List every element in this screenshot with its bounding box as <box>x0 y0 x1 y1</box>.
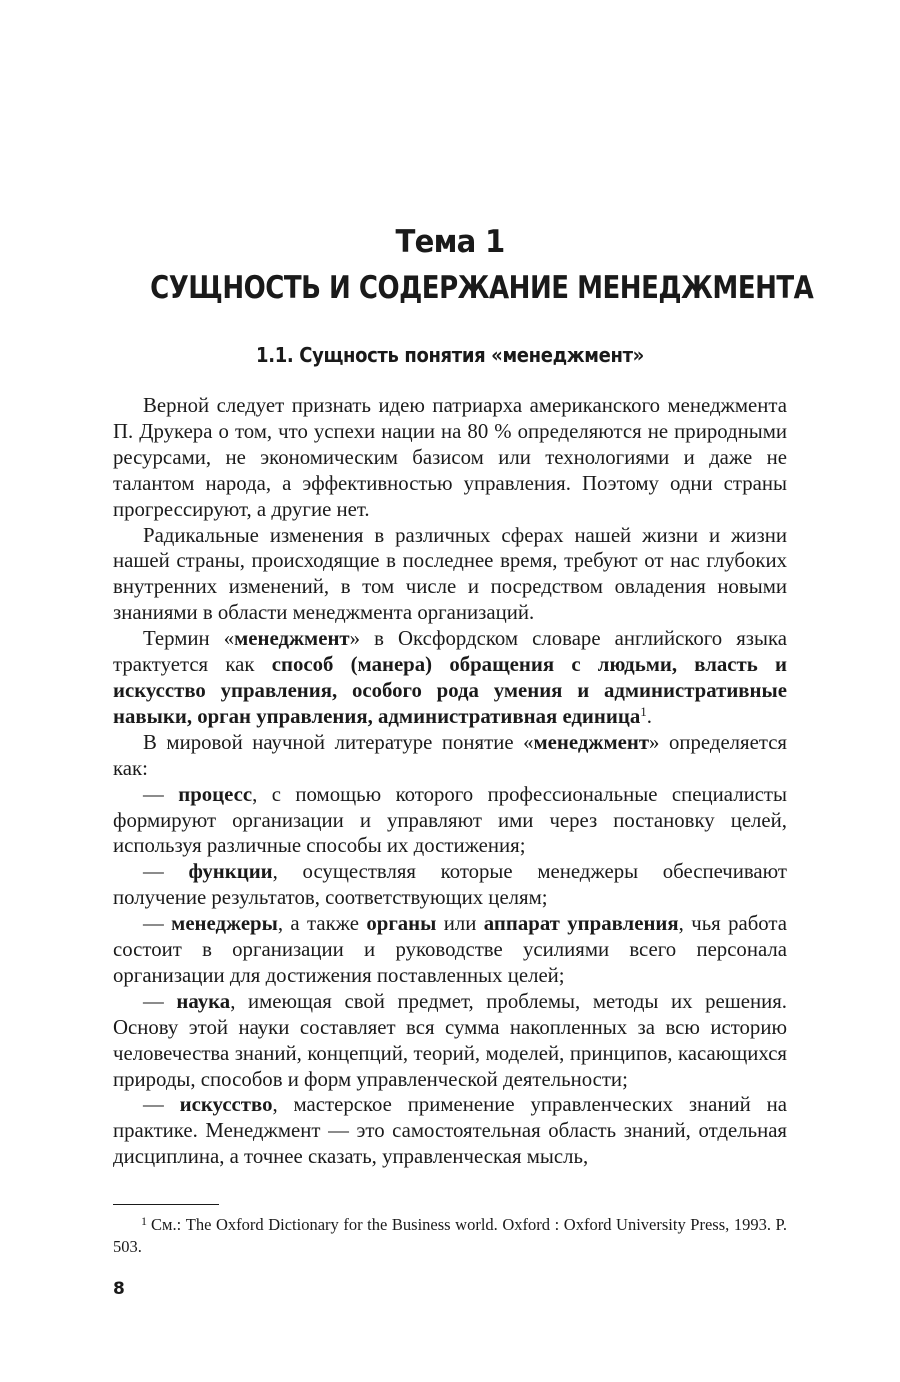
term-management: менеджмент <box>533 730 650 754</box>
theme-title: Тема 1 <box>395 224 505 260</box>
dash: — <box>143 989 177 1013</box>
dash: — <box>143 860 189 884</box>
book-page <box>113 0 814 1382</box>
term-management: менеджмент <box>234 627 350 651</box>
text-span: » определяется как: <box>113 730 787 780</box>
paragraph-oxford-definition <box>113 626 787 730</box>
text-span: Термин « <box>143 627 235 651</box>
paragraph-world-literature <box>113 730 787 782</box>
chapter-title: СУЩНОСТЬ И СОДЕРЖАНИЕ МЕНЕДЖМЕНТА <box>150 270 814 306</box>
text-span: , с помощью которого профессиональные специалисты формируют организации и управляют ими через постановку целей, используя различные способы их достижения; <box>113 782 787 858</box>
term-apparatus: аппарат управления <box>483 912 679 936</box>
list-item-functions <box>113 859 787 911</box>
list-item-process <box>113 782 787 860</box>
list-item-art <box>113 1092 787 1170</box>
paragraph-changes: Радикальные изменения в различных сферах нашей жизни и жизни нашей страны, происходящие в последнее время, требуют от нас глубоких внутренних изменений, в том числе и посредством овладения новыми знаниями в области менеджмента организаций. <box>113 523 787 625</box>
term-process: процесс <box>178 782 253 806</box>
text-span: , осуществляя которые менеджеры обеспечивают получение результатов, соответствующих целям; <box>113 860 787 910</box>
footnote-reference[interactable]: 1 <box>640 703 647 719</box>
paragraph-intro: Верной следует признать идею патриарха американского менеджмента П. Друкера о том, что успехи нации на 80 % определяются не природными ресурсами, не экономическим базисом или технологиями и даже не талантом народа, а эффективностью управления. Поэтому одни страны прогрессируют, а другие нет. <box>113 394 787 521</box>
term-art: искусство <box>179 1093 273 1117</box>
section-title: 1.1. Сущность понятия «менеджмент» <box>256 343 644 367</box>
text-span: » в Оксфордском словаре английского языка трактуется как <box>113 627 787 677</box>
footnote <box>113 1214 787 1258</box>
term-bodies: органы <box>366 912 437 936</box>
footnote-divider <box>113 1204 219 1205</box>
text-span: или <box>436 912 484 936</box>
term-managers: менеджеры <box>171 912 278 936</box>
list-item-science <box>113 989 787 1093</box>
body-text <box>113 393 787 1170</box>
list-item-managers <box>113 911 787 989</box>
footnote-text: См.: The Oxford Dictionary for the Business world. Oxford : Oxford University Press, 1993. P. 503. <box>113 1215 787 1256</box>
dash: — <box>143 782 179 806</box>
footnote-marker: 1 <box>141 1214 147 1228</box>
text-span: . <box>646 704 652 728</box>
text-span: , мастерское применение управленческих знаний на практике. Менеджмент — это самостоятельная область знаний, отдельная дисциплина, а точнее сказать, управленческая мысль, <box>113 1093 788 1169</box>
page-number: 8 <box>113 1279 125 1299</box>
text-span: , а также <box>277 912 367 936</box>
definition-bold: способ (манера) обращения с людьми, власть и искусство управления, особого рода умения и административные навыки, орган управления, административная единица <box>113 653 787 728</box>
term-functions: функции <box>188 860 273 884</box>
term-science: наука <box>176 989 231 1013</box>
text-span: , чья работа состоит в организации и руководстве усилиями всего персонала организации для достижения поставленных целей; <box>113 912 788 987</box>
dash: — <box>143 912 172 936</box>
text-span: , имеющая свой предмет, проблемы, методы их решения. Основу этой науки составляет вся сумма накопленных за всю историю человечества знаний, концепций, теорий, моделей, принципов, касающихся природы, способов и форм управленческой деятельности; <box>113 989 787 1091</box>
text-span: В мировой научной литературе понятие « <box>143 730 534 754</box>
dash: — <box>143 1093 180 1117</box>
